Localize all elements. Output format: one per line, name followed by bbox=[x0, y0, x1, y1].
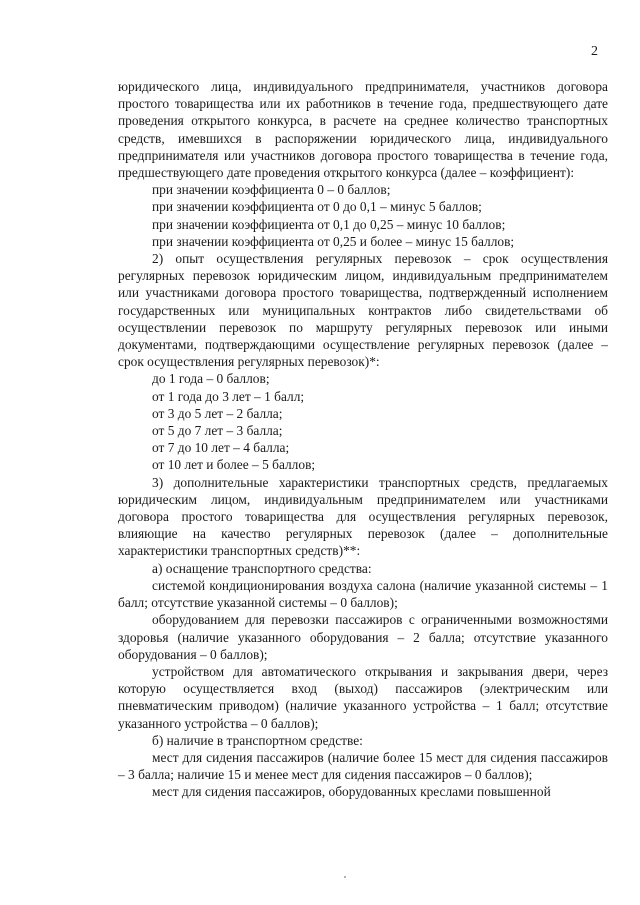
paragraph: юридического лица, индивидуального предпринимателя, участников договора простого товарищества или их работников в течение года, предшествующего дате проведения открытого конкурса, в расчете на среднее количество транспортных средств, имевшихся в распоряжении юридического лица, индивидуального предпринимателя или участников договора простого товарищества в течение года, предшествующего дате проведения открытого конкурса (далее – коэффициент): bbox=[118, 79, 608, 181]
list-item: а) оснащение транспортного средства: bbox=[152, 560, 372, 576]
paragraph: 2) опыт осуществления регулярных перевозок – срок осуществления регулярных перевозок юридическим лицом, индивидуальным предпринимателем или участниками договора простого товарищества, подтвержденный исполнением государственных или муниципальных контрактов либо свидетельствами об осуществлении перевозок по маршруту регулярных перевозок или иными документами, подтверждающими осуществление регулярных перевозок (далее – срок осуществления регулярных перевозок)*: bbox=[118, 251, 608, 370]
list-item: до 1 года – 0 баллов; bbox=[152, 371, 270, 387]
list-item: от 7 до 10 лет – 4 балла; bbox=[152, 440, 290, 456]
list-item: при значении коэффициента от 0 до 0,1 – минус 5 баллов; bbox=[152, 199, 482, 215]
scan-speck bbox=[344, 876, 346, 878]
list-item: от 5 до 7 лет – 3 балла; bbox=[152, 423, 283, 439]
paragraph: системой кондиционирования воздуха салона (наличие указанной системы – 1 балл; отсутствие указанной системы – 0 баллов); bbox=[118, 577, 608, 611]
list-item: при значении коэффициента от 0,1 до 0,25 – минус 10 баллов; bbox=[152, 216, 506, 232]
list-item: от 10 лет и более – 5 баллов; bbox=[152, 457, 316, 473]
list-item: при значении коэффициента от 0,25 и более – минус 15 баллов; bbox=[152, 233, 515, 249]
list-item: от 1 года до 3 лет – 1 балл; bbox=[152, 388, 305, 404]
document-body bbox=[118, 78, 608, 801]
list-item: б) наличие в транспортном средстве: bbox=[152, 732, 363, 748]
paragraph: мест для сидения пассажиров (наличие более 15 мест для сидения пассажиров – 3 балла; наличие 15 и менее мест для сидения пассажиров – 0 баллов); bbox=[118, 749, 608, 783]
paragraph: устройством для автоматического открывания и закрывания двери, через которую осуществляется вход (выход) пассажиров (электрическим или пневматическим приводом) (наличие указанного устройства – 1 балл; отсутствие указанного устройства – 0 баллов); bbox=[118, 663, 608, 731]
paragraph: 3) дополнительные характеристики транспортных средств, предлагаемых юридическим лицом, индивидуальным предпринимателем или участниками договора простого товарищества для осуществления регулярных перевозок, влияющие на качество регулярных перевозок (далее – дополнительные характеристики транспортных средств)**: bbox=[118, 474, 608, 559]
paragraph: оборудованием для перевозки пассажиров с ограниченными возможностями здоровья (наличие указанного оборудования – 2 балла; отсутствие указанного оборудования – 0 баллов); bbox=[118, 612, 608, 662]
list-item: от 3 до 5 лет – 2 балла; bbox=[152, 405, 283, 421]
page-number: 2 bbox=[591, 44, 598, 59]
list-item: при значении коэффициента 0 – 0 баллов; bbox=[152, 182, 391, 198]
paragraph: мест для сидения пассажиров, оборудованных креслами повышенной bbox=[152, 784, 551, 800]
